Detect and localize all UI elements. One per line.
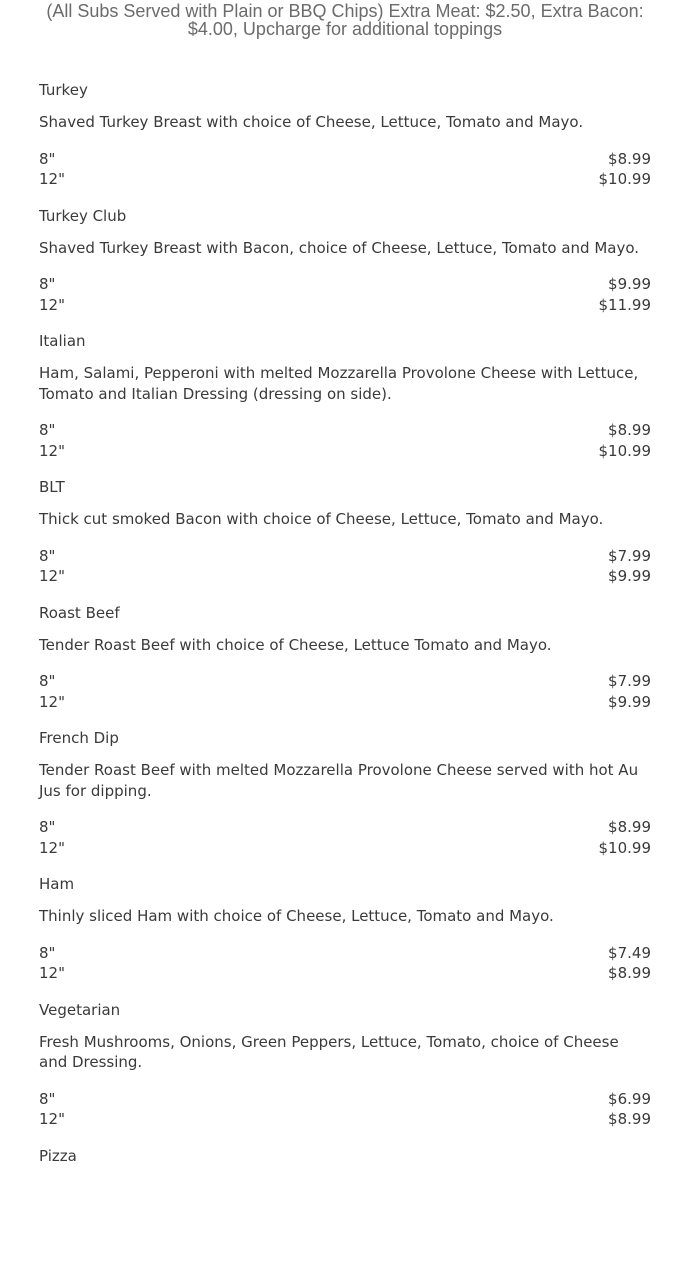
price-row: [39, 441, 651, 462]
sub-menu-list: [39, 80, 651, 1272]
size-label: 12": [39, 838, 65, 857]
price-row: [39, 671, 651, 692]
menu-item: [39, 728, 651, 874]
price-value: $6.99: [608, 1089, 651, 1108]
price-value: $8.99: [608, 818, 651, 837]
price-list: [39, 943, 651, 984]
size-label: 8": [39, 672, 56, 691]
price-row: [39, 692, 651, 713]
price-row: [39, 169, 651, 190]
size-label: 8": [39, 943, 56, 962]
price-row: [39, 1109, 651, 1130]
price-row: [39, 817, 651, 838]
price-row: [39, 274, 651, 295]
price-row: [39, 420, 651, 441]
menu-item: [39, 331, 651, 477]
price-value: $8.99: [608, 1110, 651, 1129]
price-value: $8.99: [608, 964, 651, 983]
item-name: BLT: [39, 478, 65, 497]
size-label: 12": [39, 964, 65, 983]
item-name: Roast Beef: [39, 603, 120, 622]
price-value: $10.99: [598, 170, 651, 188]
size-label: 12": [39, 170, 65, 188]
menu-item: [39, 1000, 651, 1146]
item-name: Vegetarian: [39, 1000, 121, 1019]
size-label: 8": [39, 818, 56, 837]
item-name: Turkey: [39, 81, 88, 99]
price-value: $8.99: [608, 421, 651, 440]
menu-item: [39, 477, 651, 603]
price-value: $8.99: [608, 149, 651, 168]
price-list: [39, 817, 651, 858]
menu-notice: (All Subs Served with Plain or BBQ Chips) Extra Meat: $2.50, Extra Bacon: $4.00, Upcharge for additional toppings: [46, 1, 644, 39]
item-name: French Dip: [39, 729, 119, 748]
item-name: Pizza: [39, 1146, 77, 1165]
price-row: [39, 838, 651, 859]
size-label: 8": [39, 149, 56, 168]
menu-item: [39, 874, 651, 1000]
price-value: $10.99: [598, 441, 651, 460]
price-value: $9.99: [608, 275, 651, 294]
size-label: 8": [39, 1089, 56, 1108]
price-value: $7.99: [608, 672, 651, 691]
item-description: Fresh Mushrooms, Onions, Green Peppers, Lettuce, Tomato, choice of Cheese and Dressing.: [39, 1032, 619, 1072]
item-description: Ham, Salami, Pepperoni with melted Mozzarella Provolone Cheese with Lettuce, Tomato and Italian Dressing (dressing on side).: [39, 364, 639, 403]
item-description: Tender Roast Beef with choice of Cheese, Lettuce Tomato and Mayo.: [39, 635, 552, 654]
price-list: [39, 546, 651, 587]
price-list: [39, 671, 651, 712]
price-list: [39, 420, 651, 461]
item-name: Ham: [39, 875, 75, 894]
price-row: [39, 963, 651, 984]
price-row: [39, 149, 651, 170]
price-value: $9.99: [608, 692, 651, 711]
price-value: $10.99: [598, 838, 651, 857]
item-name: Italian: [39, 332, 86, 351]
menu-item: [39, 80, 651, 206]
menu-item: [39, 206, 651, 332]
item-description: Shaved Turkey Breast with Bacon, choice of Cheese, Lettuce, Tomato and Mayo.: [39, 238, 640, 257]
size-label: 12": [39, 692, 65, 711]
price-row: [39, 943, 651, 964]
size-label: 12": [39, 441, 65, 460]
size-label: 12": [39, 1110, 65, 1129]
price-value: $7.99: [608, 546, 651, 565]
price-value: $9.99: [608, 567, 651, 586]
item-name: Turkey Club: [39, 206, 127, 225]
item-description: Shaved Turkey Breast with choice of Cheese, Lettuce, Tomato and Mayo.: [39, 113, 584, 131]
size-label: 8": [39, 421, 56, 440]
price-list: [39, 149, 651, 190]
size-label: 12": [39, 295, 65, 314]
price-value: $11.99: [598, 295, 651, 314]
size-label: 8": [39, 275, 56, 294]
item-description: Thinly sliced Ham with choice of Cheese, Lettuce, Tomato and Mayo.: [39, 907, 554, 926]
price-list: [39, 274, 651, 315]
price-row: [39, 546, 651, 567]
price-row: [39, 1089, 651, 1110]
size-label: 12": [39, 567, 65, 586]
menu-item: [39, 1146, 651, 1272]
menu-item: [39, 603, 651, 729]
price-row: [39, 566, 651, 587]
size-label: 8": [39, 546, 56, 565]
item-description: Thick cut smoked Bacon with choice of Cheese, Lettuce, Tomato and Mayo.: [39, 510, 604, 529]
price-row: [39, 295, 651, 316]
item-description: Tender Roast Beef with melted Mozzarella Provolone Cheese served with hot Au Jus for dipping.: [39, 761, 639, 800]
price-value: $7.49: [608, 943, 651, 962]
price-list: [39, 1089, 651, 1130]
